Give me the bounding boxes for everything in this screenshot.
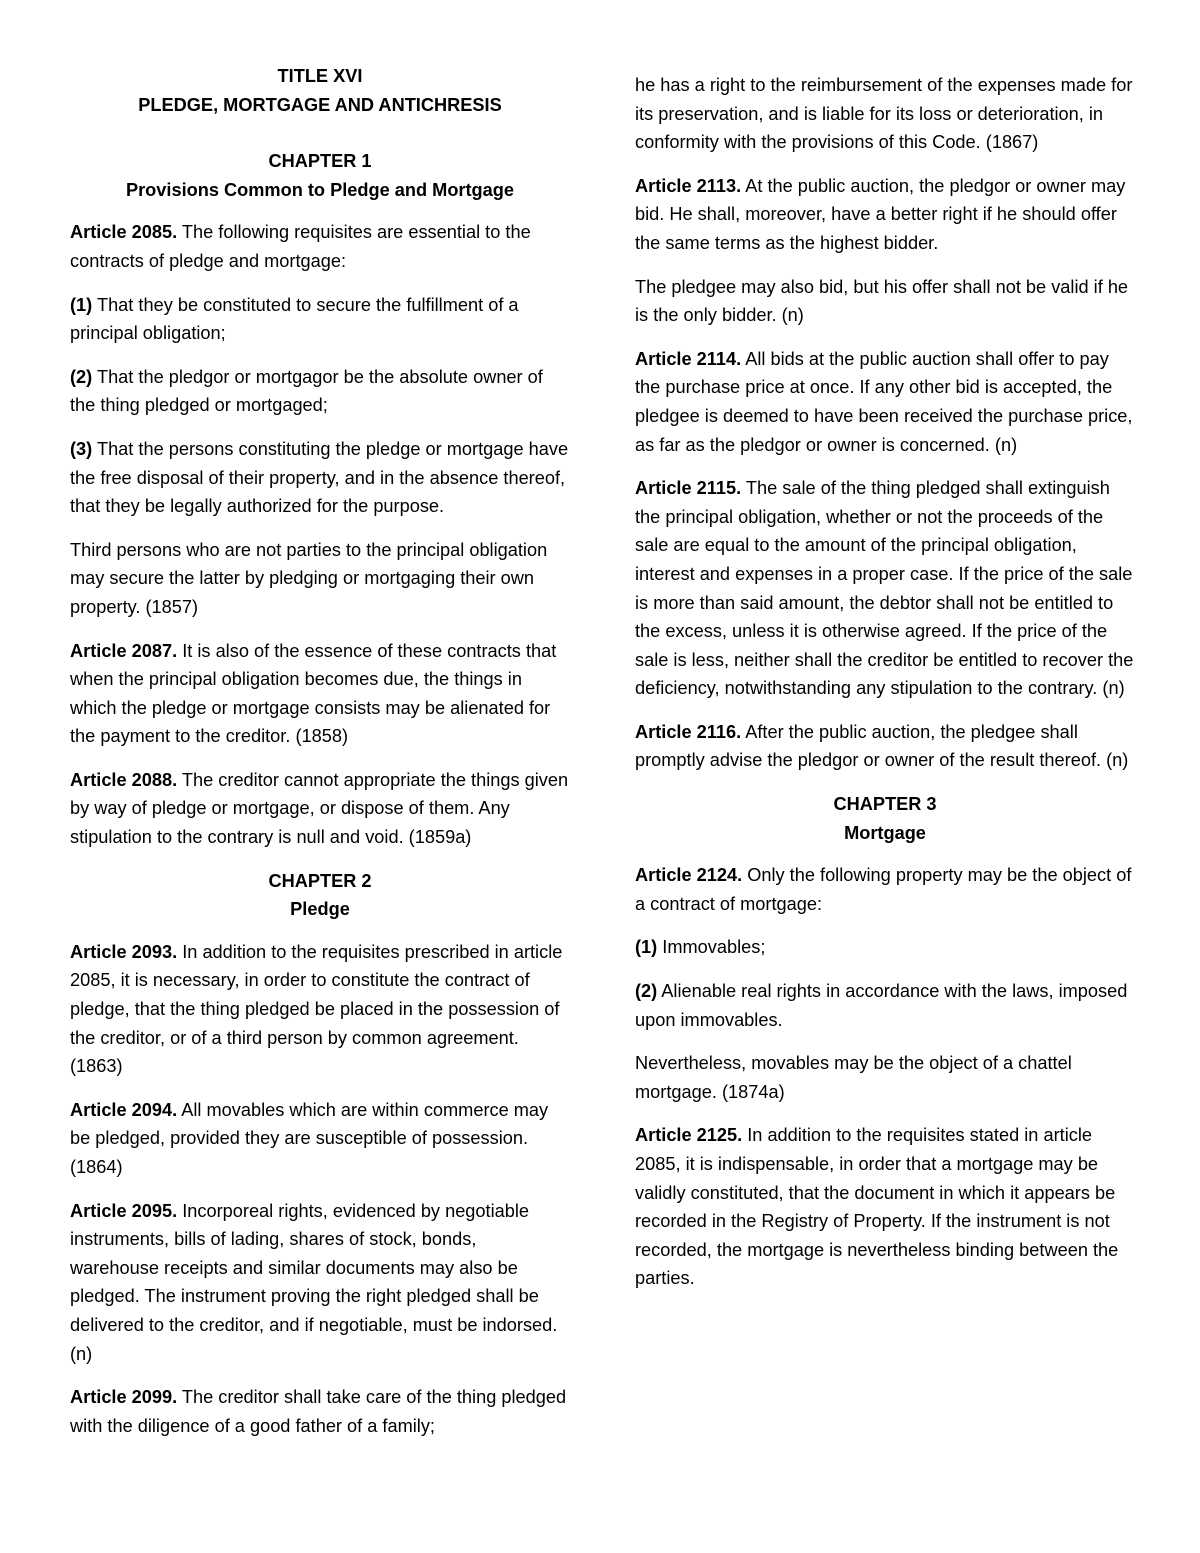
title-number: TITLE XVI [277, 66, 363, 86]
nevertheless-paragraph: Nevertheless, movables may be the object of a chattel mortgage. (1874a) [635, 1053, 1072, 1102]
article-2094 [70, 1096, 570, 1182]
article-2095 [70, 1197, 570, 1369]
item-3-text: That the persons constituting the pledge or mortgage have the free disposal of their property, and in the absence thereof, that they be legally authorized for the purpose. [70, 438, 569, 517]
article-2093-text: In addition to the requisites prescribed in article 2085, it is necessary, in order to constitute the contract of pledge, that the thing pledged be placed in the possession of the creditor, or of a third person by common agreement. (1863) [70, 941, 563, 1077]
chapter-3-number: CHAPTER 3 [833, 794, 937, 815]
article-2124-item-2 [635, 977, 1135, 1034]
article-2115-label: Article 2115. [635, 478, 742, 499]
article-2113-label: Article 2113. [635, 175, 742, 196]
article-2115 [635, 474, 1135, 703]
article-2088-label: Article 2088. [70, 769, 178, 790]
article-2099-continuation: he has a right to the reimbursement of the expenses made for its preservation, and is liable for its loss or deterioration, in conformity with the provisions of this Code. (1867) [635, 75, 1133, 153]
article-2125-text: In addition to the requisites stated in article 2085, it is indispensable, in order that a mortgage may be validly constituted, that the document in which it appears be recorded in the Registry of Property. If the instrument is not recorded, the mortgage is nevertheless binding between the parties. [635, 1125, 1119, 1289]
article-2095-label: Article 2095. [70, 1200, 178, 1221]
third-persons-paragraph: Third persons who are not parties to the principal obligation may secure the latter by pledging or mortgaging their own property. (1857) [70, 539, 548, 617]
item-2-text: That the pledgor or mortgagor be the absolute owner of the thing pledged or mortgaged; [70, 366, 543, 416]
article-2113-second-paragraph: The pledgee may also bid, but his offer shall not be valid if he is the only bidder. (n) [635, 276, 1129, 326]
chapter-1-name: Provisions Common to Pledge and Mortgage [125, 179, 515, 200]
item-2-text: Alienable real rights in accordance with the laws, imposed upon immovables. [635, 981, 1128, 1030]
article-2093-label: Article 2093. [70, 941, 178, 962]
item-1-label: (1) [635, 937, 658, 958]
article-2099-text: The creditor shall take care of the thing pledged with the diligence of a good father of a family; [70, 1387, 567, 1436]
title-name: PLEDGE, MORTGAGE AND ANTICHRESIS [138, 94, 502, 115]
article-2085-item-1 [70, 291, 570, 348]
article-2094-text: All movables which are within commerce may be pledged, provided they are susceptible of possession. (1864) [70, 1099, 549, 1177]
article-2088-text: The creditor cannot appropriate the things given by way of pledge or mortgage, or dispose of them. Any stipulation to the contrary is null and void. (1859a) [70, 769, 569, 848]
article-2115-text: The sale of the thing pledged shall extinguish the principal obligation, whether or not the proceeds of the sale are equal to the amount of the principal obligation, interest and expenses in a proper case. If the price of the sale is more than said amount, the debtor shall not be entitled to the excess, unless it is otherwise agreed. If the price of the sale is less, neither shall the creditor be entitled to recover the deficiency, notwithstanding any stipulation to the contrary. (n) [635, 478, 1134, 699]
article-2124-text: Only the following property may be the object of a contract of mortgage: [635, 865, 1132, 914]
article-2116-label: Article 2116. [635, 721, 742, 742]
chapter-1-heading [70, 147, 570, 204]
item-2-label: (2) [70, 366, 93, 387]
article-2085 [70, 218, 570, 275]
item-1-text: Immovables; [657, 937, 766, 958]
title-block [70, 62, 570, 119]
item-1-label: (1) [70, 294, 93, 315]
item-2-label: (2) [635, 981, 658, 1002]
article-2116 [635, 718, 1135, 775]
chapter-2-heading [70, 867, 570, 924]
chapter-3-name: Mortgage [844, 822, 926, 843]
article-2114 [635, 345, 1135, 459]
article-2125-label: Article 2125. [635, 1125, 743, 1146]
item-1-text: That they be constituted to secure the fulfillment of a principal obligation; [70, 294, 519, 344]
article-2114-label: Article 2114. [635, 348, 742, 369]
article-2087-label: Article 2087. [70, 640, 178, 661]
article-2087-text: It is also of the essence of these contracts that when the principal obligation becomes due, the things in which the pledge or mortgage consists may be alienated for the payment to the creditor. (1858) [70, 640, 557, 747]
chapter-2-name: Pledge [290, 899, 350, 920]
article-2125 [635, 1121, 1135, 1293]
article-2099 [70, 1383, 570, 1440]
article-2124 [635, 861, 1135, 918]
article-2085-item-2 [70, 363, 570, 420]
article-2113 [635, 172, 1135, 258]
article-2113-text: At the public auction, the pledgor or owner may bid. He shall, moreover, have a better right if he should offer the same terms as the highest bidder. [635, 175, 1126, 253]
article-2085-text: The following requisites are essential to the contracts of pledge and mortgage: [70, 222, 531, 271]
item-3-label: (3) [70, 438, 93, 459]
chapter-1-number: CHAPTER 1 [268, 151, 372, 172]
article-2124-item-1 [635, 933, 1135, 962]
article-2085-label: Article 2085. [70, 222, 178, 243]
article-2099-label: Article 2099. [70, 1387, 178, 1408]
article-2095-text: Incorporeal rights, evidenced by negotiable instruments, bills of lading, shares of stock, bonds, warehouse receipts and similar documents may also be pledged. The instrument proving the right pledged shall be delivered to the creditor, and if negotiable, must be indorsed. (n) [70, 1200, 558, 1364]
article-2087 [70, 637, 570, 751]
article-2093 [70, 938, 570, 1081]
right-column [635, 71, 1135, 1308]
article-2116-text: After the public auction, the pledgee shall promptly advise the pledgor or owner of the result thereof. (n) [635, 721, 1129, 771]
chapter-3-heading [635, 790, 1135, 847]
chapter-2-number: CHAPTER 2 [268, 870, 372, 891]
article-2124-label: Article 2124. [635, 865, 743, 886]
article-2088 [70, 766, 570, 852]
left-column [70, 62, 570, 1455]
article-2114-text: All bids at the public auction shall offer to pay the purchase price at once. If any other bid is accepted, the pledgee is deemed to have been received the purchase price, as far as the pledgor or owner is concerned. (n) [635, 348, 1133, 455]
article-2094-label: Article 2094. [70, 1099, 178, 1120]
article-2085-item-3 [70, 435, 570, 521]
